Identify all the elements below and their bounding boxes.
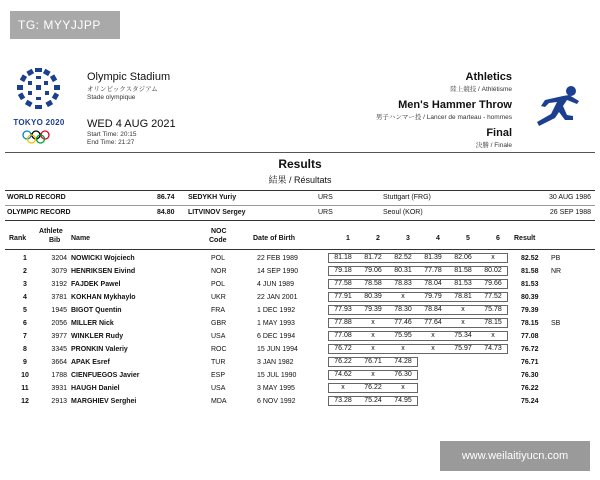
rank-cell: 4 <box>23 294 27 301</box>
header-divider <box>5 152 595 153</box>
attempt-3-cell: 80.31 <box>394 267 412 274</box>
result-cell: 76.72 <box>521 346 539 353</box>
attempt-6-cell: x <box>491 254 495 261</box>
attempt-1-cell: 74.62 <box>334 371 352 378</box>
attempt-1-cell: 79.18 <box>334 267 352 274</box>
record-holder: LITVINOV Sergey <box>188 209 246 216</box>
attempt-4-cell: 78.04 <box>424 280 442 287</box>
rank-cell: 9 <box>23 359 27 366</box>
attempt-6-cell <box>479 370 507 380</box>
bib-cell: 3977 <box>51 333 67 340</box>
logo-text: TOKYO 2020 <box>13 118 65 127</box>
table-row <box>5 343 595 356</box>
bib-cell: 3345 <box>51 346 67 353</box>
attempt-4-cell: 78.84 <box>424 306 442 313</box>
noc-cell: FRA <box>211 307 225 314</box>
header-result: Result <box>514 235 536 242</box>
attempt-5-cell <box>449 357 477 367</box>
result-cell: 76.30 <box>521 372 539 379</box>
attempt-5-cell: 75.34 <box>454 332 472 339</box>
record-place: Stuttgart (FRG) <box>383 194 431 201</box>
rank-cell: 2 <box>23 268 27 275</box>
table-header <box>5 227 595 250</box>
noc-cell: USA <box>211 333 226 340</box>
venue-name-fr: Stade olympique <box>87 94 136 101</box>
attempt-2-cell: x <box>371 332 375 339</box>
record-label: WORLD RECORD <box>7 194 66 201</box>
noc-cell: MDA <box>211 398 227 405</box>
rank-cell: 5 <box>23 307 27 314</box>
attempt-4-cell: 79.79 <box>424 293 442 300</box>
athlete-name-cell: FAJDEK Pawel <box>71 281 121 288</box>
header-attempt-2: 2 <box>376 235 380 242</box>
noc-cell: TUR <box>211 359 226 366</box>
record-noc: URS <box>318 194 333 201</box>
header-dob: Date of Birth <box>253 235 295 242</box>
result-cell: 76.71 <box>521 359 539 366</box>
result-cell: 75.24 <box>521 398 539 405</box>
rank-cell: 6 <box>23 320 27 327</box>
dob-cell: 3 MAY 1995 <box>257 385 295 392</box>
attempt-1-cell: x <box>341 384 345 391</box>
attempt-1-cell: 77.58 <box>334 280 352 287</box>
attempt-2-cell: 78.58 <box>364 280 382 287</box>
bib-cell: 3192 <box>51 281 67 288</box>
record-label: OLYMPIC RECORD <box>7 209 71 216</box>
dob-cell: 15 JUL 1990 <box>257 372 297 379</box>
event-title-local: 男子ハンマー投 / Lancer de marteau - hommes <box>375 114 512 121</box>
dob-cell: 3 JAN 1982 <box>257 359 294 366</box>
header-code: Code <box>209 237 227 244</box>
table-row <box>5 265 595 278</box>
attempt-2-cell: x <box>371 319 375 326</box>
result-cell: 80.39 <box>521 294 539 301</box>
results-title: Results <box>278 157 322 171</box>
attempt-6-cell: 78.15 <box>484 319 502 326</box>
attempt-6-cell: 77.52 <box>484 293 502 300</box>
attempt-1-cell: 76.72 <box>334 345 352 352</box>
olympic-rings-icon <box>8 130 70 144</box>
table-row <box>5 395 595 408</box>
start-time: Start Time: 20:15 <box>87 131 137 138</box>
attempt-4-cell: 77.64 <box>424 319 442 326</box>
noc-cell: POL <box>211 281 226 288</box>
attempt-2-cell: 81.72 <box>364 254 382 261</box>
bib-cell: 3204 <box>51 255 67 262</box>
olympic-record-row <box>5 205 595 220</box>
attempt-3-cell: 74.95 <box>394 397 412 404</box>
event-phase: Final <box>486 127 512 139</box>
attempt-4-cell <box>419 396 447 406</box>
record-date: 30 AUG 1986 <box>548 194 591 201</box>
event-date: WED 4 AUG 2021 <box>87 118 176 130</box>
noc-cell: ROC <box>211 346 227 353</box>
attempt-4-cell: 81.39 <box>424 254 442 261</box>
dob-cell: 6 NOV 1992 <box>257 398 296 405</box>
sport-name: Athletics <box>465 71 512 83</box>
header-athlete: Athlete <box>39 228 63 235</box>
header-attempt-1: 1 <box>346 235 350 242</box>
athlete-name-cell: APAK Esref <box>71 359 110 366</box>
result-cell: 77.08 <box>521 333 539 340</box>
attempt-1-cell: 77.91 <box>334 293 352 300</box>
table-row <box>5 382 595 395</box>
dob-cell: 15 JUN 1994 <box>257 346 298 353</box>
result-note-cell: NR <box>551 268 562 275</box>
attempt-3-cell: 74.28 <box>394 358 412 365</box>
attempt-6-cell <box>479 383 507 393</box>
attempt-5-cell: 82.06 <box>454 254 472 261</box>
record-holder: SEDYKH Yuriy <box>188 194 237 201</box>
header-bib: Bib <box>49 237 61 244</box>
results-subtitle: 結果 / Résultats <box>268 175 332 185</box>
event-phase-local: 決勝 / Finale <box>475 142 512 149</box>
attempt-4-cell: 77.78 <box>424 267 442 274</box>
attempt-2-cell: 79.39 <box>364 306 382 313</box>
sport-name-local: 陸上競技 / Athlétisme <box>450 86 512 93</box>
attempt-6-cell: 75.78 <box>484 306 502 313</box>
attempt-5-cell: 81.58 <box>454 267 472 274</box>
bib-cell: 2913 <box>51 398 67 405</box>
dob-cell: 6 DEC 1994 <box>257 333 296 340</box>
attempt-5-cell: 75.97 <box>454 345 472 352</box>
records-table <box>5 190 595 221</box>
header-attempt-5: 5 <box>466 235 470 242</box>
athlete-name-cell: MARGHIEV Serghei <box>71 398 137 405</box>
record-mark: 84.80 <box>157 209 175 216</box>
emblem-icon <box>8 66 70 118</box>
rank-cell: 7 <box>23 333 27 340</box>
noc-cell: NOR <box>211 268 227 275</box>
athlete-name-cell: WINKLER Rudy <box>71 333 124 340</box>
event-title: Men's Hammer Throw <box>398 99 512 111</box>
bib-cell: 2056 <box>51 320 67 327</box>
attempt-5-cell <box>449 370 477 380</box>
header-attempt-3: 3 <box>406 235 410 242</box>
attempt-4-cell <box>419 357 447 367</box>
attempt-6-cell: 79.66 <box>484 280 502 287</box>
attempt-4-cell: x <box>431 345 435 352</box>
table-row <box>5 330 595 343</box>
attempt-2-cell: 75.24 <box>364 397 382 404</box>
bib-cell: 1788 <box>51 372 67 379</box>
result-note-cell: SB <box>551 320 561 327</box>
attempt-3-cell: 78.30 <box>394 306 412 313</box>
record-place: Seoul (KOR) <box>383 209 423 216</box>
athletics-pictogram-icon <box>527 84 583 128</box>
table-row <box>5 304 595 317</box>
result-cell: 81.58 <box>521 268 539 275</box>
attempt-5-cell: x <box>461 319 465 326</box>
attempt-2-cell: x <box>371 345 375 352</box>
header-attempt-6: 6 <box>496 235 500 242</box>
header-rank: Rank <box>9 235 27 242</box>
result-cell: 81.53 <box>521 281 539 288</box>
bib-cell: 3664 <box>51 359 67 366</box>
bib-cell: 3079 <box>51 268 67 275</box>
result-note-cell: PB <box>551 255 561 262</box>
rank-cell: 1 <box>23 255 27 262</box>
attempt-6-cell: 80.02 <box>484 267 502 274</box>
table-row <box>5 369 595 382</box>
table-row <box>5 356 595 369</box>
attempt-3-cell: x <box>401 345 405 352</box>
watermark-top: TG: MYYJJPP <box>10 11 120 39</box>
athlete-name-cell: NOWICKI Wojciech <box>71 255 135 262</box>
rank-cell: 8 <box>23 346 27 353</box>
noc-cell: ESP <box>211 372 226 379</box>
watermark-bottom: www.weilaitiyucn.com <box>440 441 590 471</box>
rank-cell: 3 <box>23 281 27 288</box>
attempt-2-cell: x <box>371 371 375 378</box>
attempt-2-cell: 76.22 <box>364 384 382 391</box>
venue-name: Olympic Stadium <box>87 71 171 83</box>
results-table <box>5 227 595 408</box>
attempt-5-cell: 81.53 <box>454 280 472 287</box>
dob-cell: 14 SEP 1990 <box>257 268 299 275</box>
attempt-5-cell: x <box>461 306 465 313</box>
bib-cell: 3781 <box>51 294 67 301</box>
rank-cell: 10 <box>21 372 29 379</box>
attempt-5-cell <box>449 396 477 406</box>
record-mark: 86.74 <box>157 194 175 201</box>
attempt-2-cell: 76.71 <box>364 358 382 365</box>
athlete-name-cell: MILLER Nick <box>71 320 114 327</box>
attempt-1-cell: 73.28 <box>334 397 352 404</box>
table-body <box>5 250 595 408</box>
athlete-name-cell: PRONKIN Valeriy <box>71 346 128 353</box>
attempt-1-cell: 81.18 <box>334 254 352 261</box>
attempt-1-cell: 77.88 <box>334 319 352 326</box>
header-noc: NOC <box>211 228 227 235</box>
attempt-6-cell <box>479 357 507 367</box>
attempt-5-cell <box>449 383 477 393</box>
dob-cell: 1 MAY 1993 <box>257 320 295 327</box>
attempt-2-cell: 79.06 <box>364 267 382 274</box>
table-row <box>5 278 595 291</box>
schedule-info <box>87 118 176 146</box>
table-row <box>5 317 595 330</box>
rank-cell: 11 <box>21 385 29 392</box>
attempt-4-cell: x <box>431 332 435 339</box>
attempt-3-cell: x <box>401 384 405 391</box>
result-cell: 76.22 <box>521 385 539 392</box>
tokyo-2020-logo <box>8 66 70 148</box>
attempt-4-cell <box>419 383 447 393</box>
table-row <box>5 252 595 265</box>
attempt-3-cell: x <box>401 293 405 300</box>
noc-cell: GBR <box>211 320 227 327</box>
attempt-2-cell: 80.39 <box>364 293 382 300</box>
world-record-row <box>5 191 595 205</box>
attempt-3-cell: 75.95 <box>394 332 412 339</box>
venue-info <box>87 71 170 101</box>
table-row <box>5 291 595 304</box>
athlete-name-cell: KOKHAN Mykhaylo <box>71 294 136 301</box>
end-time: End Time: 21:27 <box>87 139 135 146</box>
attempt-1-cell: 77.93 <box>334 306 352 313</box>
venue-name-jp: オリンピックスタジアム <box>87 86 158 93</box>
athlete-name-cell: HAUGH Daniel <box>71 385 120 392</box>
athlete-name-cell: HENRIKSEN Eivind <box>71 268 136 275</box>
attempt-6-cell: 74.73 <box>484 345 502 352</box>
attempt-3-cell: 78.83 <box>394 280 412 287</box>
noc-cell: POL <box>211 255 226 262</box>
result-cell: 78.15 <box>521 320 539 327</box>
header-name: Name <box>71 235 91 242</box>
dob-cell: 1 DEC 1992 <box>257 307 296 314</box>
attempt-3-cell: 82.52 <box>394 254 412 261</box>
bib-cell: 1945 <box>51 307 67 314</box>
result-cell: 79.39 <box>521 307 539 314</box>
athlete-name-cell: CIENFUEGOS Javier <box>71 372 140 379</box>
athlete-name-cell: BIGOT Quentin <box>71 307 122 314</box>
event-info <box>376 71 512 149</box>
attempt-1-cell: 77.08 <box>334 332 352 339</box>
rank-cell: 12 <box>21 398 29 405</box>
bib-cell: 3931 <box>51 385 67 392</box>
attempt-3-cell: 76.30 <box>394 371 412 378</box>
attempt-4-cell <box>419 370 447 380</box>
header-attempt-4: 4 <box>436 235 440 242</box>
attempt-1-cell: 76.22 <box>334 358 352 365</box>
result-cell: 82.52 <box>521 255 539 262</box>
noc-cell: UKR <box>211 294 226 301</box>
attempt-5-cell: 78.81 <box>454 293 472 300</box>
record-date: 26 SEP 1988 <box>549 209 591 216</box>
record-noc: URS <box>318 209 333 216</box>
attempt-6-cell <box>479 396 507 406</box>
dob-cell: 22 JAN 2001 <box>257 294 298 301</box>
dob-cell: 4 JUN 1989 <box>257 281 294 288</box>
noc-cell: USA <box>211 385 226 392</box>
attempt-3-cell: 77.46 <box>394 319 412 326</box>
attempt-6-cell: x <box>491 332 495 339</box>
dob-cell: 22 FEB 1989 <box>257 255 298 262</box>
